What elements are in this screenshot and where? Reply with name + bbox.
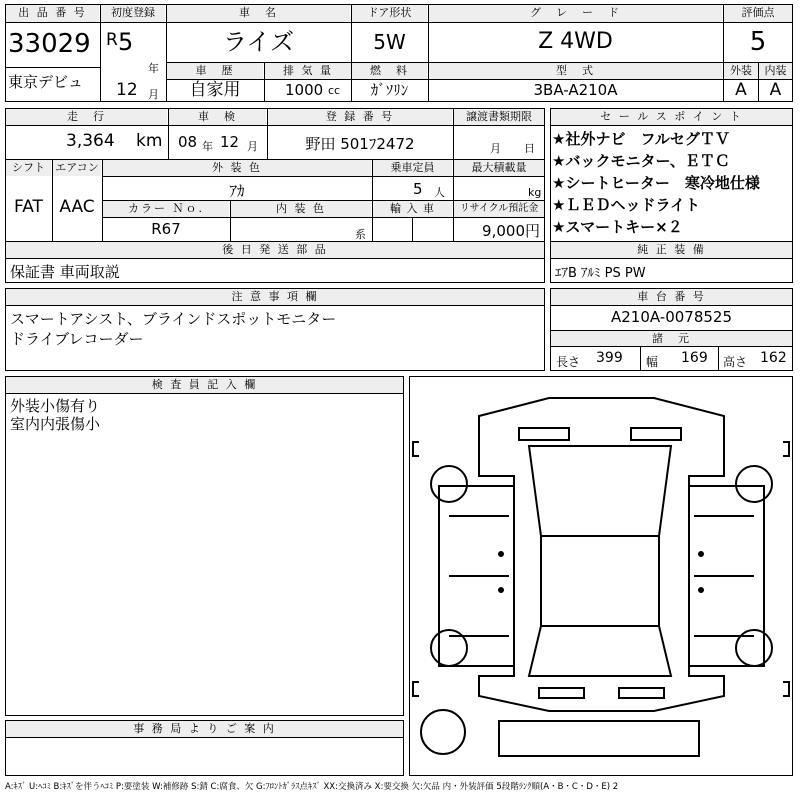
model-value: 3BA-A210A: [533, 81, 618, 99]
ext-color-label: 外 装 色: [103, 160, 371, 176]
mileage-unit: km: [136, 131, 163, 151]
sales-point-item: ★バックモニター、ＥＴＣ: [552, 152, 730, 170]
aircon-value: AAC: [59, 197, 95, 217]
transfer-month-unit: 月: [490, 142, 501, 155]
lot-label: 出 品 番 号: [6, 5, 99, 22]
inspector-line: 外装小傷有り: [10, 397, 101, 415]
int-grade-label: 内装: [759, 63, 792, 79]
recycle-label: リサイクル預託金: [454, 201, 544, 217]
aircon-label: エアコン: [53, 160, 101, 176]
shift-label: シフト: [6, 160, 51, 176]
later-parts-value: 保証書 車両取説: [10, 263, 120, 281]
import-label: 輸 入 車: [373, 201, 452, 217]
legend-text: A:ｷｽﾞ U:ﾍｺﾐ B:ｷｽﾞを伴うﾍｺﾐ P:要塗装 W:補修跡 S:錆 C:腐食、欠 G:ﾌﾛﾝﾄｶﾞﾗｽ点ｷｽﾞ XX:交換済み X:要交換 欠:欠品 内・外装評価 5段階ﾗﾝｸ順(A・B・C・D・E) 2: [5, 782, 619, 792]
recycle-value: 9,000円: [482, 222, 540, 240]
chassis-value: A210A-0078525: [610, 308, 733, 326]
sales-points-label: セ ー ル ス ポ イ ン ト: [551, 109, 792, 125]
sales-points-list: [552, 128, 792, 238]
transfer-day-unit: 日: [524, 142, 535, 155]
notes-line: ドライブレコーダー: [10, 330, 144, 348]
capacity-label: 乗車定員: [373, 160, 452, 176]
inspection-year: 08: [178, 133, 198, 151]
car-name: ライズ: [222, 28, 295, 56]
inspector-label: 検 査 員 記 入 欄: [6, 377, 403, 393]
sales-point-item: ★シートヒーター 寒冷地仕様: [552, 174, 760, 192]
spec-height-label: 高さ: [723, 355, 748, 369]
inspection-month: 12: [220, 133, 240, 151]
plate-value: 野田 501ﾌ2472: [305, 135, 415, 153]
inspection-year-unit: 年: [202, 140, 213, 153]
int-color-unit: 系: [355, 228, 366, 241]
chassis-label: 車 台 番 号: [551, 289, 792, 305]
score-value: 5: [749, 27, 767, 57]
sales-point-item: ★社外ナビ フルセグＴＶ: [552, 130, 730, 148]
car-diagram: [409, 376, 793, 776]
door-label: ドア形状: [352, 5, 427, 22]
int-grade-value: A: [769, 80, 782, 100]
sales-point-item: ★ＬＥＤヘッドライト: [552, 196, 700, 214]
office-label: 事 務 局 よ り ご 案 内: [6, 721, 403, 737]
capacity-value: 5: [413, 180, 423, 198]
notes-line: スマートアシスト、ブラインドスポットモニター: [10, 310, 337, 328]
sales-point-item: ★スマートキー×２: [552, 218, 683, 236]
ext-grade-label: 外装: [724, 63, 758, 79]
ext-grade-value: A: [735, 80, 747, 100]
first-reg-month: 12: [116, 80, 138, 100]
inspection-month-unit: 月: [247, 140, 258, 153]
history-value: 自家用: [189, 80, 241, 100]
max-load-label: 最大積載量: [454, 160, 544, 176]
model-label: 型 式: [429, 63, 722, 79]
spec-length: 399: [596, 350, 623, 366]
color-no-value: R67: [151, 220, 181, 238]
inspection-label: 車 検: [169, 109, 266, 125]
fuel-value: ｶﾞｿﾘﾝ: [370, 81, 409, 99]
displacement-unit: cc: [328, 84, 341, 97]
first-reg-era: R: [106, 30, 118, 50]
max-load-unit: kg: [528, 186, 542, 199]
notes-label: 注 意 事 項 欄: [6, 289, 544, 305]
grade-value: Z 4WD: [538, 29, 613, 54]
displacement-value: 1000: [285, 81, 324, 99]
capacity-unit: 人: [434, 186, 445, 199]
door-value: 5W: [373, 30, 406, 54]
specs-label: 諸 元: [551, 331, 792, 346]
displacement-label: 排 気 量: [265, 63, 351, 79]
lot-number: 33029: [8, 29, 91, 59]
shift-value: FAT: [14, 197, 43, 217]
spec-height: 162: [760, 350, 787, 366]
first-reg-month-unit: 月: [148, 88, 159, 101]
fuel-label: 燃 料: [352, 63, 427, 79]
spec-length-label: 長さ: [556, 355, 581, 369]
debut-badge: 東京デビュ: [8, 73, 84, 91]
first-reg-year: 5: [118, 28, 134, 56]
history-label: 車 歴: [167, 63, 263, 79]
car-name-label: 車 名: [167, 5, 350, 22]
ext-color-value: ｱｶ: [229, 182, 245, 200]
color-no-label: カラー Ｎｏ.: [103, 201, 229, 217]
later-parts-label: 後 日 発 送 部 品: [6, 242, 544, 258]
genuine-label: 純 正 装 備: [551, 242, 792, 258]
spec-width-label: 幅: [646, 355, 659, 369]
grade-label: グ レ ー ド: [429, 5, 722, 22]
first-reg-label: 初度登録: [101, 5, 165, 22]
score-label: 評価点: [724, 5, 792, 22]
spec-width: 169: [681, 350, 708, 366]
mileage-label: 走 行: [6, 109, 167, 125]
first-reg-year-unit: 年: [148, 62, 159, 75]
mileage-value: 3,364: [66, 131, 115, 151]
int-color-label: 内 装 色: [231, 201, 371, 217]
genuine-value: ｴｱB ｱﾙﾐ PS PW: [555, 266, 646, 281]
transfer-label: 譲渡書類期限: [454, 109, 544, 125]
inspector-line: 室内内張傷小: [10, 415, 101, 433]
plate-label: 登 録 番 号: [268, 109, 452, 125]
